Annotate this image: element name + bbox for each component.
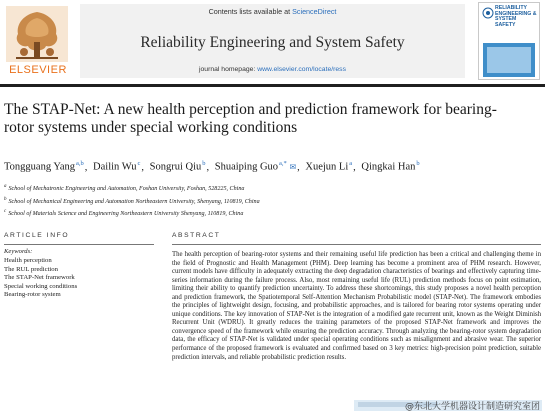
author-list: Tongguang Yang$^{a,b}$, Dailin Wu$^c$, Songrui Qiu$^b$, Shuaiping Guo$^{a,*}$ ✉, Xuejun Li$^a$, Qingkai Han$^b$ xyxy=(4,160,420,173)
journal-title: Reliability Engineering and System Safety xyxy=(140,34,405,51)
elsevier-logo[interactable] xyxy=(2,4,74,78)
keyword-item: Health perception xyxy=(4,257,52,264)
keyword-item: The STAP-Net framework xyxy=(4,274,75,281)
affiliation-list xyxy=(4,182,540,220)
contents-prefix: Contents lists available at xyxy=(208,7,291,16)
homepage-prefix: journal homepage: xyxy=(199,66,256,73)
article-info-heading: ARTICLE INFO xyxy=(4,232,70,239)
header-divider xyxy=(0,84,545,87)
watermark xyxy=(354,400,542,411)
elsevier-wordmark: ELSEVIER xyxy=(9,64,67,76)
author-affil-sup[interactable]: c xyxy=(137,160,141,167)
author-affil-sup[interactable]: a xyxy=(349,160,353,167)
homepage-line xyxy=(80,66,465,73)
watermark-text: @东北大学机器设计制造研究室团 xyxy=(404,402,540,412)
affiliation: $^b$ School of Mechanical Engineering and Automation Northeastern University, Shenyang, 110819, China xyxy=(4,196,260,205)
article-title: The STAP-Net: A new health perception and prediction framework for bearing-rotor systems under special working conditions xyxy=(4,101,497,136)
affiliation: $^a$ School of Mechatronic Engineering and Automation, Foshan University, Foshan, 528225, China xyxy=(4,184,245,193)
author-name[interactable]: Dailin Wu xyxy=(93,161,137,173)
article-info-divider xyxy=(4,244,154,245)
sciencedirect-link[interactable]: ScienceDirect xyxy=(292,7,337,16)
contents-line xyxy=(80,7,465,16)
author-affil-sup[interactable]: b xyxy=(202,160,206,167)
author-affil-sup[interactable]: b xyxy=(416,160,420,167)
keywords-list xyxy=(4,257,154,300)
affiliation: $^c$ School of Materials Science and Engineering Northeastern University Shenyang, 110819, China xyxy=(4,209,244,218)
abstract-divider xyxy=(172,244,541,245)
author-name[interactable]: Shuaiping Guo xyxy=(214,161,279,173)
author-affil-sup[interactable]: a,b xyxy=(76,160,84,167)
author-name[interactable]: Qingkai Han xyxy=(361,161,416,173)
cover-image-inner xyxy=(487,47,531,73)
author-name[interactable]: Songrui Qiu xyxy=(149,161,202,173)
abstract-heading: ABSTRACT xyxy=(172,232,221,239)
email-icon[interactable]: ✉ xyxy=(289,162,297,172)
author-affil-sup[interactable]: a,* xyxy=(279,160,287,167)
keyword-item: Special working conditions xyxy=(4,282,78,290)
journal-header xyxy=(0,0,545,82)
journal-banner xyxy=(80,4,465,78)
cover-title: RELIABILITY ENGINEERING & SYSTEM SAFETY xyxy=(495,5,537,28)
abstract-text: The health perception of bearing-rotor systems and their remaining useful life prediction has been a critical and challenging theme in the field of Prognostic and Health Management (PHM). Deep learning has become a prominent area of PHM research. However, current models have difficulty in adequately extracting the deep degradation characteristics of bearings and effectively capturing time-series information during the failure process. Also, most remaining useful life (RUL) prediction methods focus on point estimation, limiting their ability to quantify prediction uncertainty. To address these shortcomings, this study proposes a novel health perception and prediction framework, the Spatiotemporal Self-Attention Mechanism Probabilistic model (STAP-Net). The framework embodies the principles of lightweight design, focusing, and probabilistic approaches, and is tailored for bearing rotor systems operating under unique conditions. The key innovation of STAP-Net is the integration of a modified gate recurrent unit, known as the Weight Diminish Recurrent Unit (WDRU). It greatly reduces the training parameters of the proposed STAP-Net framework and improves the convergence speed of the framework while ensuring the prediction accuracy. Through analyzing the bearing-rotor system degradation data, the efficacy of STAP-Net is validated under special operating conditions such as misalignment and abrasive wear. The superior performance of the proposed framework is evaluated and confirmed based on 3 key metrics: high-precision point prediction, suitable prediction intervals, and reliable probabilistic prediction results. xyxy=(172,251,541,361)
homepage-link[interactable]: www.elsevier.com/locate/ress xyxy=(257,66,346,73)
keyword-item: Bearing-rotor system xyxy=(4,291,61,298)
elsevier-tree-icon xyxy=(6,6,68,62)
author-name[interactable]: Xuejun Li xyxy=(305,161,349,173)
author-name[interactable]: Tongguang Yang xyxy=(4,161,76,173)
journal-cover-thumbnail[interactable] xyxy=(478,2,540,80)
keywords-label: Keywords: xyxy=(4,248,33,255)
keyword-item: The RUL prediction xyxy=(4,265,58,273)
